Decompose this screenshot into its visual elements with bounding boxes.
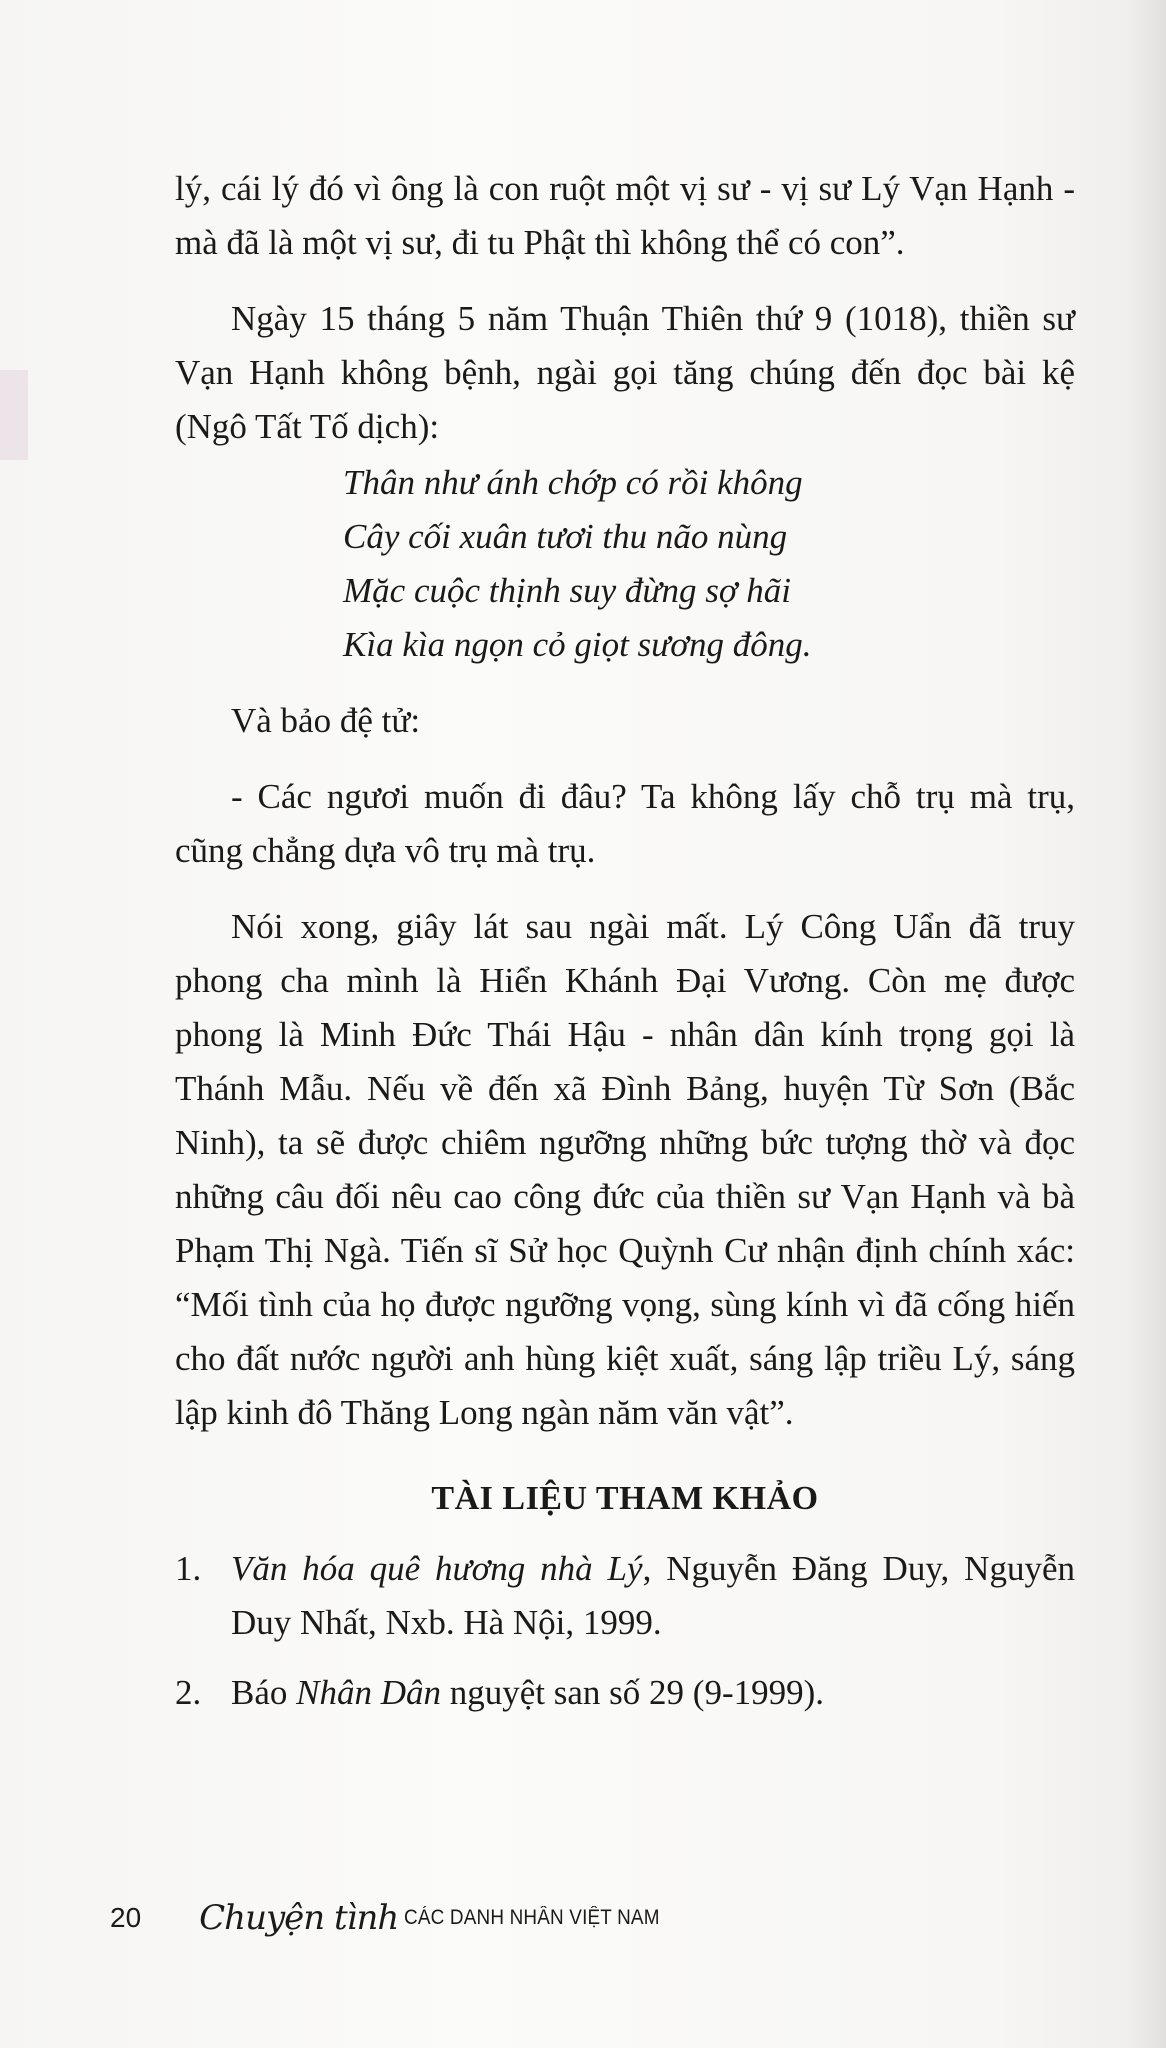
page-footer (110, 1888, 1010, 1948)
reference-title: Văn hóa quê hương nhà Lý (231, 1549, 643, 1588)
paragraph-4: - Các ngươi muốn đi đâu? Ta không lấy chỗ trụ mà trụ, cũng chẳng dựa vô trụ mà trụ. (175, 777, 1075, 870)
poem-verse (175, 456, 1075, 672)
reference-details: , Nguyễn Đăng Duy, Nguyễn Duy Nhất, Nxb. Hà Nội, 1999. (231, 1549, 1075, 1642)
reference-text (231, 1666, 1075, 1720)
reference-item (175, 1542, 1075, 1650)
page-number: 20 (110, 1902, 142, 1933)
reference-details: nguyệt san số 29 (9-1999). (441, 1673, 825, 1712)
references-heading: TÀI LIỆU THAM KHẢO (431, 1480, 819, 1517)
reference-text (231, 1542, 1075, 1650)
poem-line: Thân như ánh chớp có rồi không (343, 463, 803, 502)
poem-line: Mặc cuộc thịnh suy đừng sợ hãi (343, 571, 791, 610)
paragraph-2: Ngày 15 tháng 5 năm Thuận Thiên thứ 9 (1018), thiền sư Vạn Hạnh không bệnh, ngài gọi tăng chúng đến đọc bài kệ (Ngô Tất Tố dịch): (175, 299, 1075, 446)
page-edge-shade (0, 370, 28, 460)
reference-item (175, 1666, 1075, 1720)
reference-prefix: Báo (231, 1673, 297, 1712)
series-title-script: Chuyện tình (199, 1898, 399, 1938)
poem-line: Kìa kìa ngọn cỏ giọt sương đông. (343, 625, 812, 664)
paragraph-3: Và bảo đệ tử: (231, 701, 421, 740)
reference-number: 2. (175, 1673, 202, 1712)
series-title-caps: CÁC DANH NHÂN VIỆT NAM (404, 1906, 660, 1929)
poem-line: Cây cối xuân tươi thu não nùng (343, 517, 788, 556)
reference-number: 1. (175, 1549, 202, 1588)
main-text (175, 162, 1075, 1720)
reference-title: Nhân Dân (296, 1673, 442, 1712)
spine-shadow (1126, 0, 1166, 2048)
paragraph-1: lý, cái lý đó vì ông là con ruột một vị sư - vị sư Lý Vạn Hạnh - mà đã là một vị sư, đi tu Phật thì không thể có con”. (175, 169, 1075, 262)
paragraph-5: Nói xong, giây lát sau ngài mất. Lý Công Uẩn đã truy phong cha mình là Hiển Khánh Đại Vương. Còn mẹ được phong là Minh Đức Thái Hậu - nhân dân kính trọng gọi là Thánh Mẫu. Nếu về đến xã Đình Bảng, huyện Từ Sơn (Bắc Ninh), ta sẽ được chiêm ngưỡng những bức tượng thờ và đọc những câu đối nêu cao công đức của thiền sư Vạn Hạnh và bà Phạm Thị Ngà. Tiến sĩ Sử học Quỳnh Cư nhận định chính xác: “Mối tình của họ được ngưỡng vọng, sùng kính vì đã cống hiến cho đất nước người anh hùng kiệt xuất, sáng lập triều Lý, sáng lập kinh đô Thăng Long ngàn năm văn vật”. (175, 907, 1075, 1432)
